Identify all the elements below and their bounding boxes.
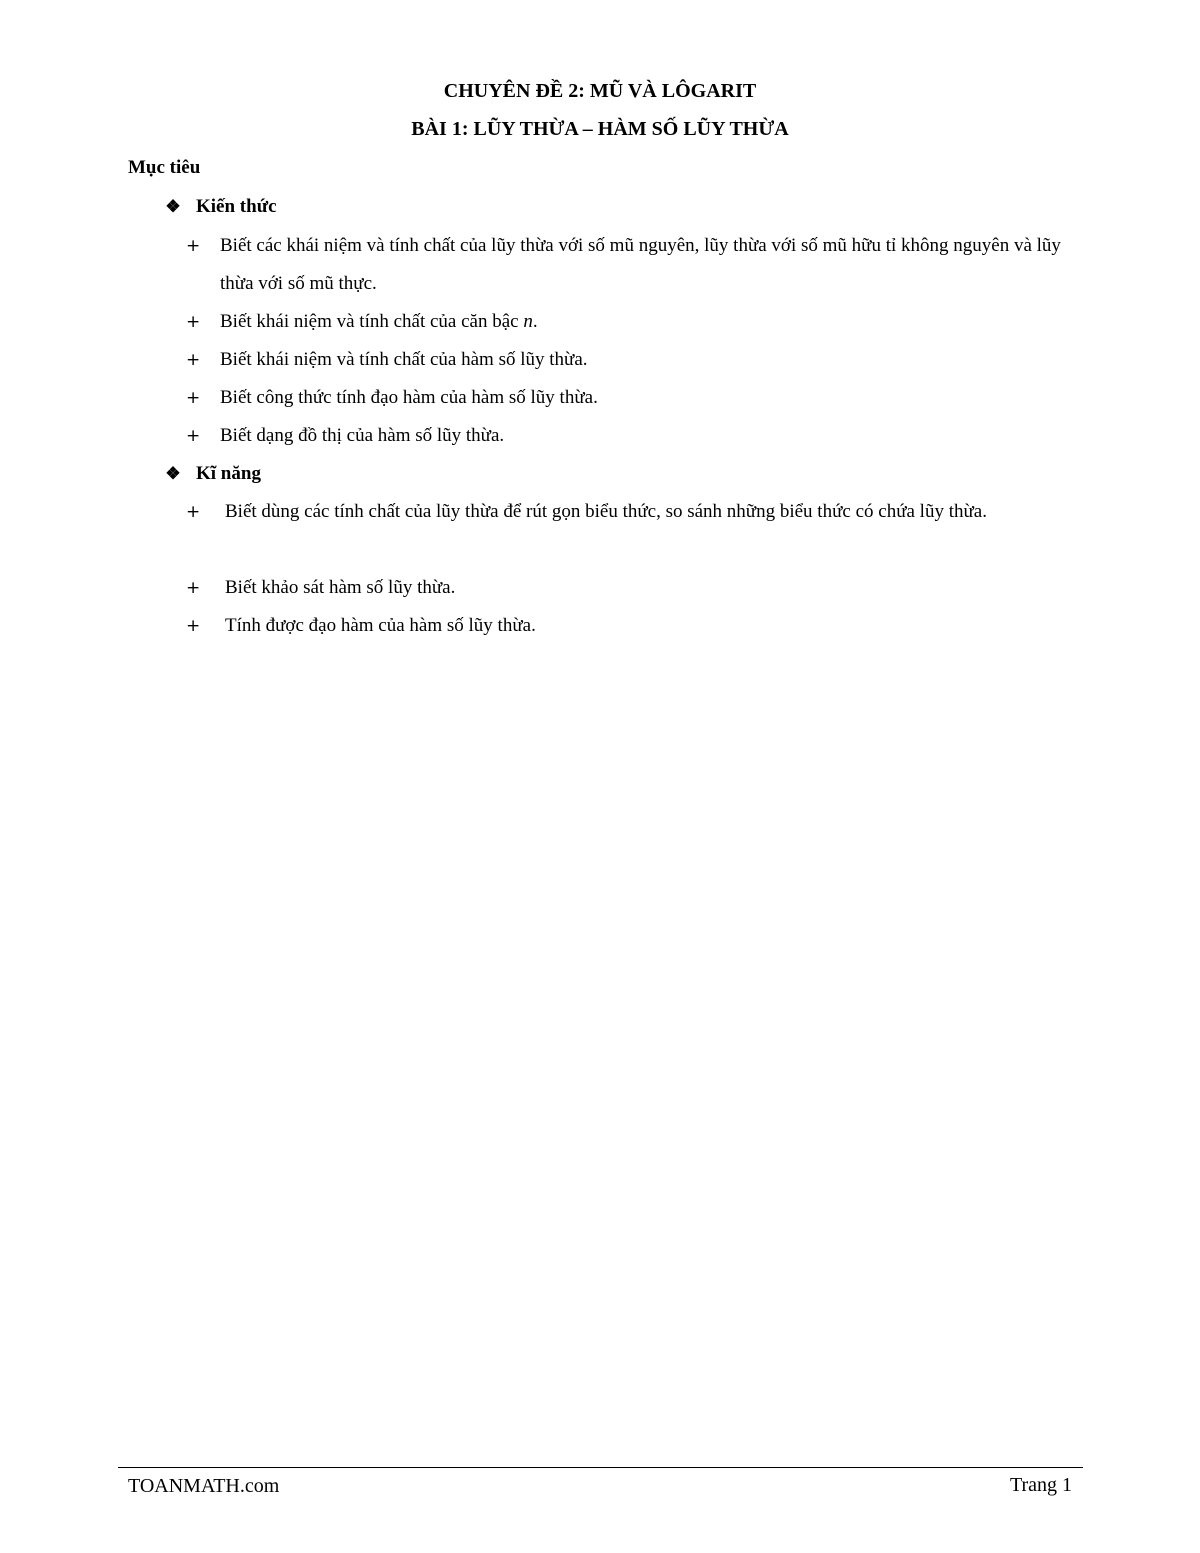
- diamond-bullet-icon: ❖: [165, 464, 181, 483]
- skill-item: [186, 607, 1086, 645]
- diamond-bullet-icon: ❖: [165, 197, 181, 216]
- variable-n: n: [523, 311, 533, 332]
- knowledge-heading-label: Kiến thức: [196, 196, 277, 217]
- plus-icon: +: [186, 312, 201, 332]
- footer-site-name: TOANMATH.com: [128, 1475, 280, 1497]
- knowledge-item-text: Biết khái niệm và tính chất của hàm số lũy thừa.: [220, 349, 588, 370]
- knowledge-item: [186, 341, 1086, 379]
- knowledge-item-text: [220, 303, 1086, 341]
- footer-divider: [118, 1467, 1083, 1468]
- objectives-label: Mục tiêu: [128, 157, 201, 178]
- plus-icon: +: [186, 578, 201, 598]
- skill-item-text: Tính được đạo hàm của hàm số lũy thừa.: [225, 615, 536, 636]
- knowledge-item-text-end: .: [532, 311, 538, 332]
- knowledge-item: [186, 303, 1086, 341]
- skill-item-text: Biết dùng các tính chất của lũy thừa để rút gọn biểu thức, so sánh những biểu thức có chứa lũy thừa.: [225, 501, 987, 522]
- knowledge-heading: [162, 196, 277, 218]
- knowledge-item-text-main: Biết khái niệm và tính chất của căn bậc: [220, 311, 524, 332]
- plus-icon: +: [186, 616, 201, 636]
- skills-heading: [162, 463, 261, 485]
- document-title: CHUYÊN ĐỀ 2: MŨ VÀ LÔGARIT: [443, 80, 757, 102]
- plus-icon: +: [186, 388, 201, 408]
- knowledge-item-text: Biết dạng đồ thị của hàm số lũy thừa.: [220, 425, 505, 446]
- skill-item: [186, 493, 1086, 531]
- skills-heading-label: Kĩ năng: [196, 463, 261, 484]
- knowledge-item-text: Biết các khái niệm và tính chất của lũy thừa với số mũ nguyên, lũy thừa với số mũ hữu tỉ không nguyên và lũy thừa với số mũ thực.: [220, 235, 1061, 294]
- plus-icon: +: [186, 502, 201, 522]
- plus-icon: +: [186, 236, 201, 256]
- knowledge-item-text: Biết công thức tính đạo hàm của hàm số lũy thừa.: [220, 387, 598, 408]
- footer-page-number: Trang 1: [1009, 1474, 1072, 1496]
- skill-item-text: Biết khảo sát hàm số lũy thừa.: [225, 577, 456, 598]
- skill-item: [186, 569, 1086, 607]
- knowledge-item: [186, 417, 1086, 455]
- plus-icon: +: [186, 426, 201, 446]
- plus-icon: +: [186, 350, 201, 370]
- knowledge-item: [186, 379, 1086, 417]
- knowledge-item: [186, 227, 1086, 303]
- lesson-title: BÀI 1: LŨY THỪA – HÀM SỐ LŨY THỪA: [411, 118, 789, 140]
